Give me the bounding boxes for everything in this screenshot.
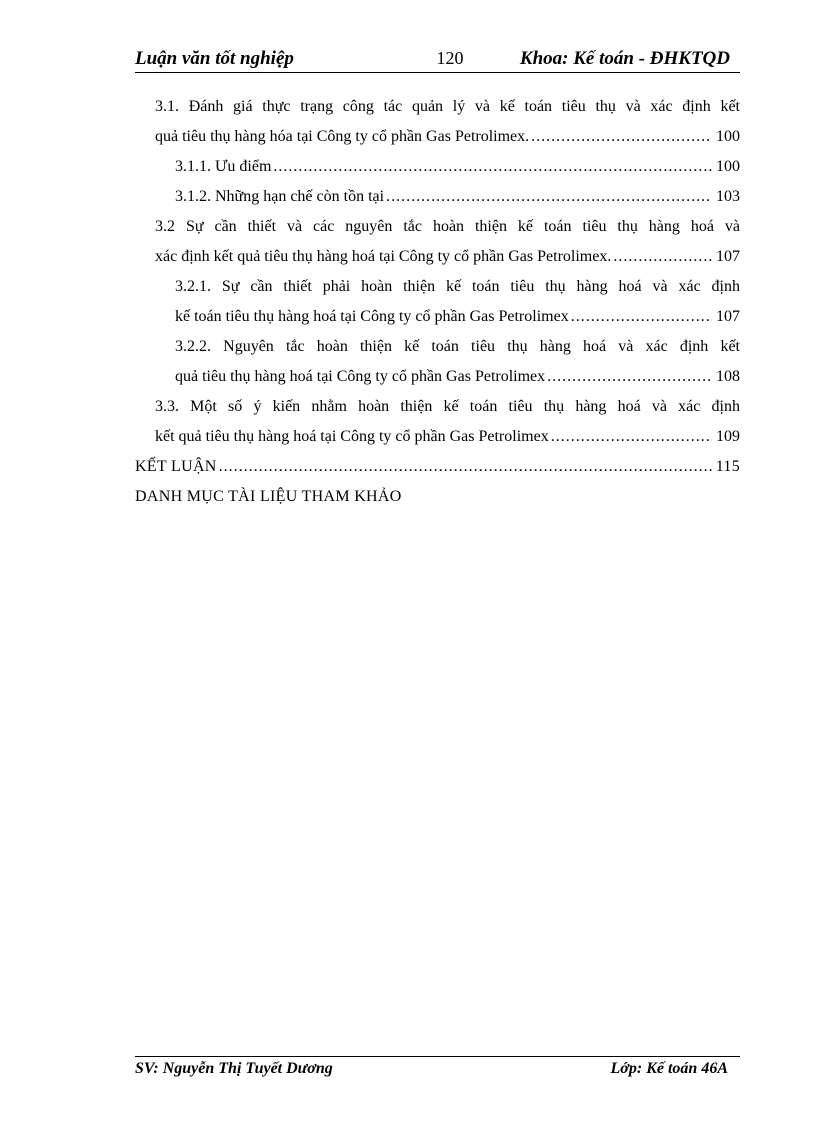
page-footer (135, 1056, 740, 1081)
dot-leader (551, 422, 712, 452)
toc-entry-3-2-1[interactable] (135, 272, 740, 332)
dot-leader (386, 182, 712, 212)
dot-leader (531, 122, 712, 152)
toc-entry-3-3[interactable] (135, 392, 740, 452)
toc-page-number: 107 (716, 248, 740, 265)
toc-page-number: 109 (716, 428, 740, 445)
toc-entry-text: 3.1. Đánh giá thực trạng công tác quản lý và kế toán tiêu thụ và xác định kết (155, 98, 740, 115)
page-header (135, 48, 740, 73)
toc-entry-references[interactable] (135, 482, 740, 512)
toc-entry-text: KẾT LUẬN (135, 458, 217, 475)
dot-leader (547, 362, 712, 392)
toc-page-number: 108 (716, 368, 740, 385)
toc-page-number: 100 (716, 158, 740, 175)
toc-entry-text: quả tiêu thụ hàng hoá tại Công ty cổ phần Gas Petrolimex (175, 368, 546, 385)
toc-entry-text: 3.2.2. Nguyên tắc hoàn thiện kế toán tiêu thụ hàng hoá và xác định kết (175, 338, 740, 355)
toc-entry-3-1[interactable] (135, 92, 740, 152)
dot-leader (219, 452, 712, 482)
toc-entry-text: quả tiêu thụ hàng hóa tại Công ty cổ phần Gas Petrolimex. (155, 128, 530, 145)
toc-entry-text: 3.2.1. Sự cần thiết phải hoàn thiện kế toán tiêu thụ hàng hoá và xác định (175, 278, 740, 295)
header-faculty: Khoa: Kế toán - ĐHKTQD (519, 48, 730, 69)
dot-leader (613, 242, 712, 272)
toc-page-number: 103 (716, 188, 740, 205)
toc-entry-text: DANH MỤC TÀI LIỆU THAM KHẢO (135, 488, 402, 505)
toc-entry-text: xác định kết quả tiêu thụ hàng hoá tại Công ty cổ phần Gas Petrolimex. (155, 248, 612, 265)
page-number: 120 (436, 48, 464, 68)
toc-entry-conclusion[interactable] (135, 452, 740, 482)
toc-page-number: 107 (716, 308, 740, 325)
toc-entry-text: 3.1.1. Ưu điểm (175, 158, 272, 175)
dot-leader (273, 152, 712, 182)
footer-student-name: SV: Nguyễn Thị Tuyết Dương (135, 1060, 333, 1077)
toc-entry-text: kết quả tiêu thụ hàng hoá tại Công ty cổ phần Gas Petrolimex (155, 428, 549, 445)
footer-class: Lớp: Kế toán 46A (610, 1060, 728, 1077)
toc-entry-text: 3.2 Sự cần thiết và các nguyên tắc hoàn thiện kế toán tiêu thụ hàng hoá và (155, 218, 740, 235)
toc-entry-text: kế toán tiêu thụ hàng hoá tại Công ty cổ phần Gas Petrolimex (175, 308, 569, 325)
toc-entry-3-2-2[interactable] (135, 332, 740, 392)
header-thesis-title: Luận văn tốt nghiệp (135, 48, 294, 69)
toc-entry-3-2[interactable] (135, 212, 740, 272)
dot-leader (571, 302, 712, 332)
toc-entry-text: 3.3. Một số ý kiến nhằm hoàn thiện kế toán tiêu thụ hàng hoá và xác định (155, 398, 740, 415)
table-of-contents (135, 92, 740, 512)
toc-entry-3-1-1[interactable] (135, 152, 740, 182)
toc-entry-3-1-2[interactable] (135, 182, 740, 212)
toc-page-number: 100 (716, 128, 740, 145)
toc-page-number: 115 (715, 458, 740, 475)
toc-entry-text: 3.1.2. Những hạn chế còn tồn tại (175, 188, 385, 205)
